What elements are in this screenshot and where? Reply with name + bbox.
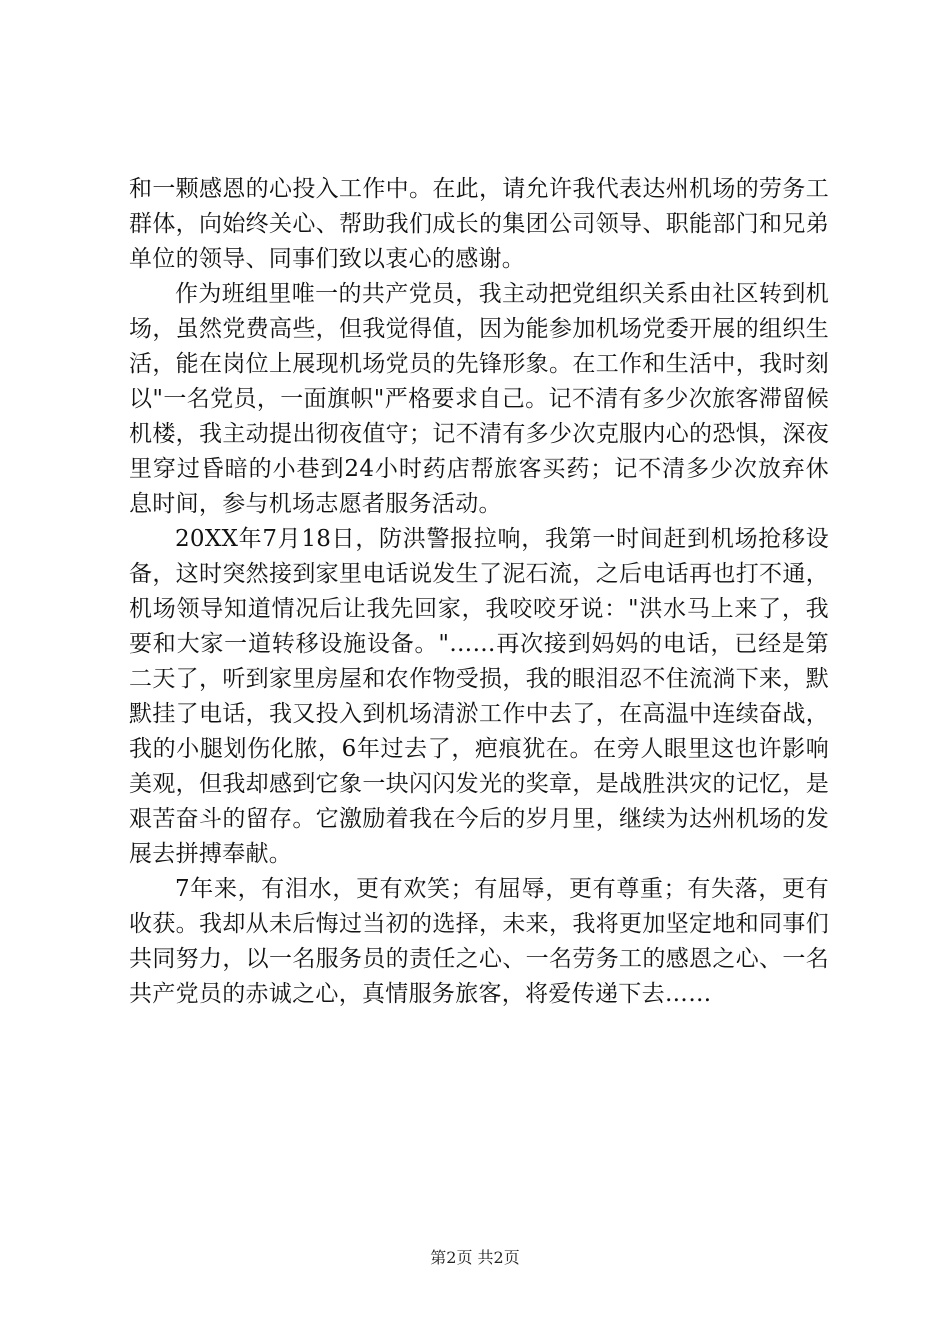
paragraph-conclusion: 7年来，有泪水，更有欢笑；有屈辱，更有尊重；有失落，更有收获。我却从未后悔过当初的选择，未来，我将更加坚定地和同事们共同努力，以一名服务员的责任之心、一名劳务工的感恩之心、一名共产党员的赤诚之心，真情服务旅客，将爱传递下去…… [129, 876, 829, 1007]
paragraph-flood: 20XX年7月18日，防洪警报拉响，我第一时间赶到机场抢移设备，这时突然接到家里电话说发生了泥石流，之后电话再也打不通，机场领导知道情况后让我先回家，我咬咬牙说："洪水马上来了，我要和大家一道转移设施设备。"……再次接到妈妈的电话，已经是第二天了，听到家里房屋和农作物受损，我的眼泪忍不住流淌下来，默默挂了电话，我又投入到机场清淤工作中去了，在高温中连续奋战，我的小腿划伤化脓，6年过去了，疤痕犹在。在旁人眼里这也许影响美观，但我却感到它象一块闪闪发光的奖章，是战胜洪灾的记忆，是艰苦奋斗的留存。它激励着我在今后的岁月里，继续为达州机场的发展去拼搏奉献。 [129, 526, 829, 867]
body-text [129, 172, 829, 1012]
paragraph-thanks: 和一颗感恩的心投入工作中。在此，请允许我代表达州机场的劳务工群体，向始终关心、帮助我们成长的集团公司领导、职能部门和兄弟单位的领导、同事们致以衷心的感谢。 [129, 176, 829, 272]
page-footer: 第2页 共2页 [430, 1248, 520, 1267]
paragraph-party-member: 作为班组里唯一的共产党员，我主动把党组织关系由社区转到机场，虽然党费高些，但我觉得值，因为能参加机场党委开展的组织生活，能在岗位上展现机场党员的先锋形象。在工作和生活中，我时刻以"一名党员，一面旗帜"严格要求自己。记不清有多少次旅客滞留候机楼，我主动提出彻夜值守；记不清有多少次克服内心的恐惧，深夜里穿过昏暗的小巷到24小时药店帮旅客买药；记不清多少次放弃休息时间，参与机场志愿者服务活动。 [129, 281, 829, 517]
